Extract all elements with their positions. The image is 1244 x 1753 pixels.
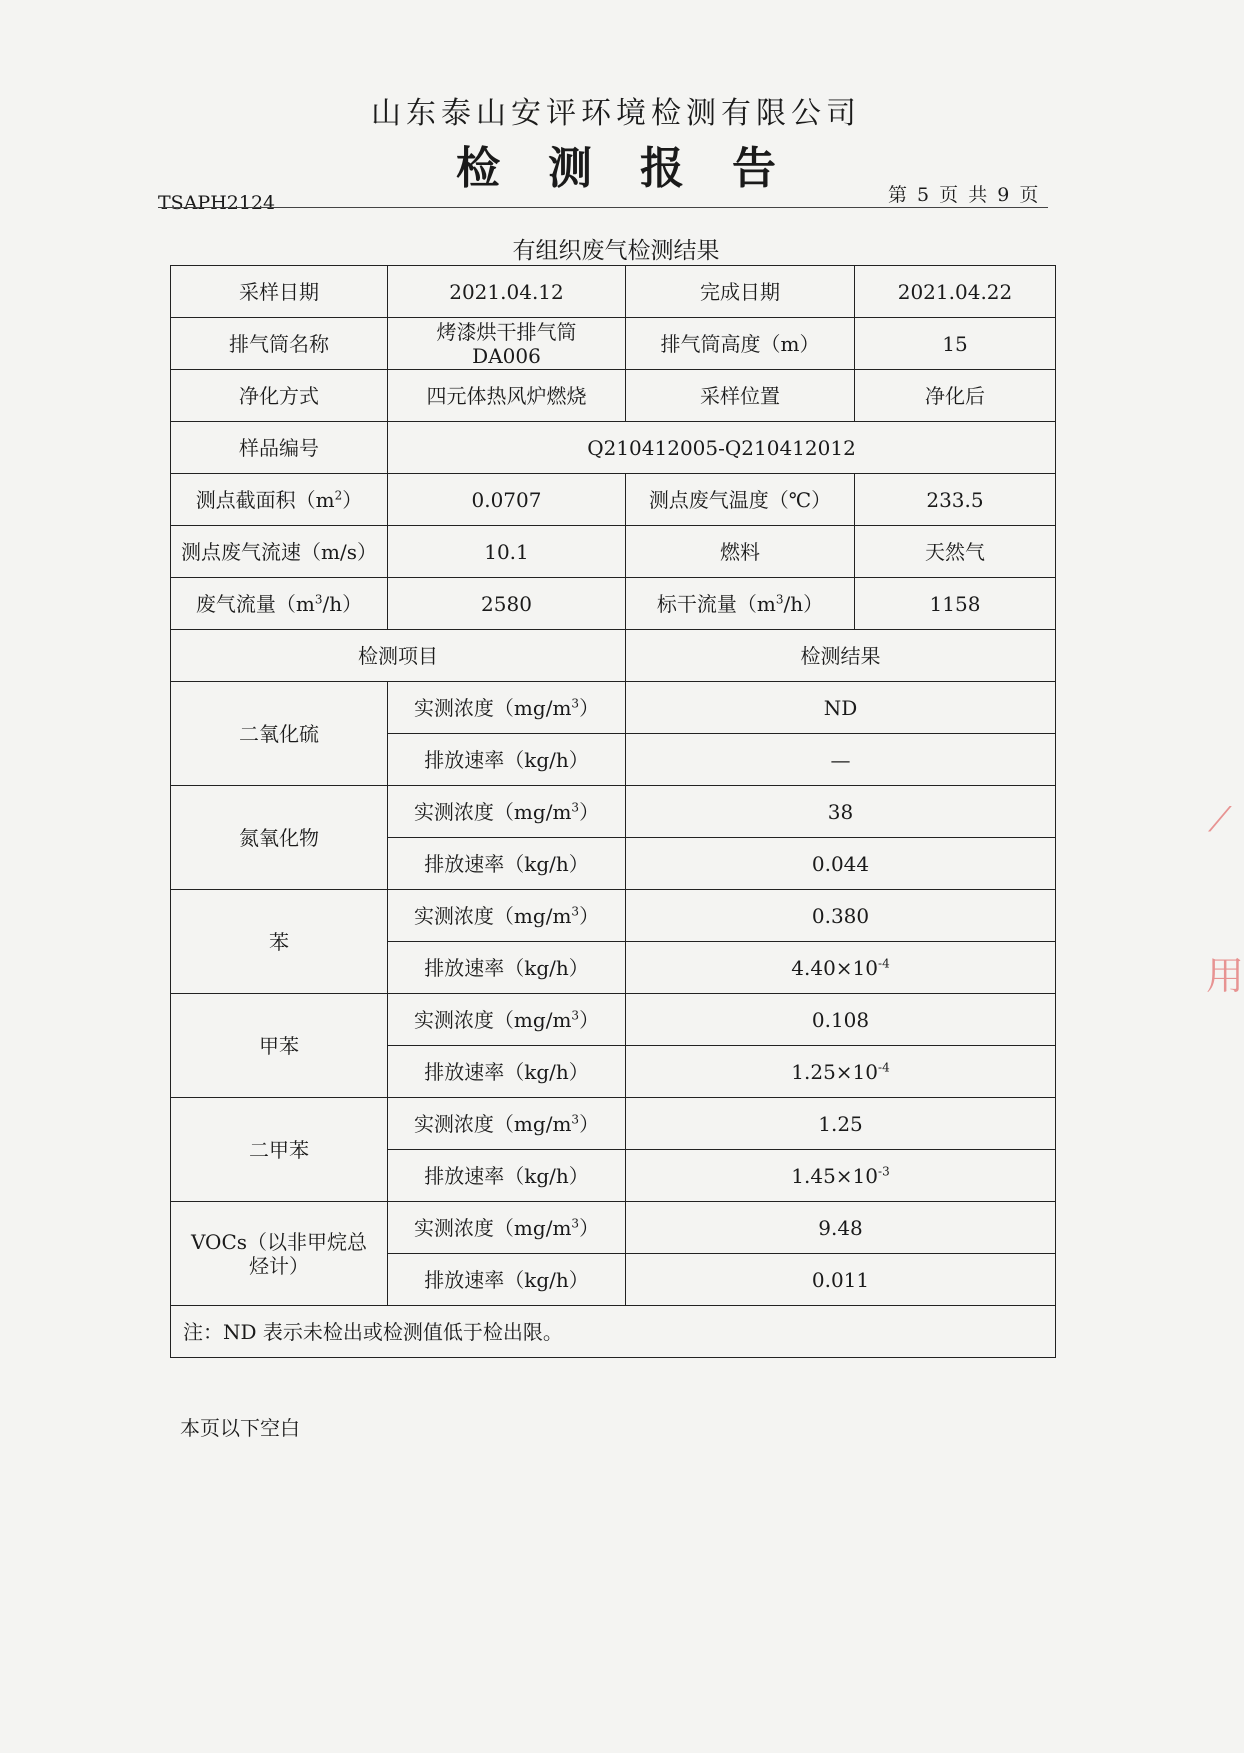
concentration-value: ND bbox=[626, 682, 1056, 734]
purification-method: 四元体热风炉燃烧 bbox=[388, 370, 626, 422]
concentration-label bbox=[388, 682, 626, 734]
concentration-label-text: 实测浓度（mg/m bbox=[413, 799, 572, 824]
concentration-label bbox=[388, 786, 626, 838]
section-title: 有组织废气检测结果 bbox=[512, 238, 720, 264]
table-row bbox=[171, 370, 1056, 422]
concentration-label-text: 实测浓度（mg/m bbox=[413, 903, 572, 928]
document-number: TSAPH2124 bbox=[158, 192, 276, 214]
completion-date: 2021.04.22 bbox=[855, 266, 1056, 318]
emission-rate-mantissa: 0.011 bbox=[811, 1267, 870, 1292]
table-row bbox=[171, 786, 1056, 838]
velocity-value: 10.1 bbox=[388, 526, 626, 578]
item-header: 检测项目 bbox=[171, 630, 626, 682]
concentration-label-text: 实测浓度（mg/m bbox=[413, 1215, 572, 1240]
company-name: 山东泰山安评环境检测有限公司 bbox=[371, 96, 861, 131]
pollutant-name: 苯 bbox=[171, 890, 388, 994]
pollutant-name: 二氧化硫 bbox=[171, 682, 388, 786]
emission-rate-label: 排放速率（kg/h） bbox=[388, 734, 626, 786]
concentration-label bbox=[388, 1202, 626, 1254]
table-note: 注：ND 表示未检出或检测值低于检出限。 bbox=[171, 1306, 1056, 1358]
concentration-label-close: ） bbox=[579, 903, 600, 928]
area-label-close: ） bbox=[342, 487, 363, 512]
table-row bbox=[171, 474, 1056, 526]
emission-rate-exponent: -4 bbox=[878, 955, 890, 970]
temperature-value: 233.5 bbox=[855, 474, 1056, 526]
header-rule bbox=[158, 207, 1048, 208]
concentration-label-text: 实测浓度（mg/m bbox=[413, 1111, 572, 1136]
pollutant-name: 二甲苯 bbox=[171, 1098, 388, 1202]
emission-rate-label: 排放速率（kg/h） bbox=[388, 1150, 626, 1202]
concentration-label bbox=[388, 1098, 626, 1150]
concentration-label-close: ） bbox=[579, 799, 600, 824]
concentration-value: 9.48 bbox=[626, 1202, 1056, 1254]
sampling-date: 2021.04.12 bbox=[388, 266, 626, 318]
table-row bbox=[171, 682, 1056, 734]
completion-date-label: 完成日期 bbox=[626, 266, 855, 318]
emission-rate-exponent: -4 bbox=[878, 1059, 890, 1074]
stack-name-line2: DA006 bbox=[472, 343, 541, 368]
table-row bbox=[171, 1098, 1056, 1150]
table-row bbox=[171, 1202, 1056, 1254]
velocity-label: 测点废气流速（m/s） bbox=[171, 526, 388, 578]
concentration-label-close: ） bbox=[579, 695, 600, 720]
flow-label-text: 废气流量（m bbox=[195, 591, 315, 616]
concentration-value: 0.108 bbox=[626, 994, 1056, 1046]
table-row bbox=[171, 318, 1056, 370]
concentration-label-sup: 3 bbox=[571, 695, 580, 710]
concentration-label-text: 实测浓度（mg/m bbox=[413, 695, 572, 720]
area-label-sup: 2 bbox=[334, 487, 343, 502]
table-row bbox=[171, 994, 1056, 1046]
pollutant-name: 氮氧化物 bbox=[171, 786, 388, 890]
pollutant-name bbox=[171, 1202, 388, 1306]
concentration-label-sup: 3 bbox=[571, 799, 580, 814]
std-flow-label-text: 标干流量（m bbox=[656, 591, 776, 616]
concentration-value: 38 bbox=[626, 786, 1056, 838]
concentration-label-close: ） bbox=[579, 1215, 600, 1240]
concentration-label-text: 实测浓度（mg/m bbox=[413, 1007, 572, 1032]
emission-rate-label: 排放速率（kg/h） bbox=[388, 1254, 626, 1306]
report-title: 检测报告 bbox=[456, 143, 824, 194]
emission-rate-label: 排放速率（kg/h） bbox=[388, 1046, 626, 1098]
temperature-label: 测点废气温度（℃） bbox=[626, 474, 855, 526]
concentration-label-close: ） bbox=[579, 1007, 600, 1032]
area-label-text: 测点截面积（m bbox=[195, 487, 335, 512]
table-row bbox=[171, 630, 1056, 682]
emission-rate-mantissa: 0.044 bbox=[811, 851, 870, 876]
table-row bbox=[171, 526, 1056, 578]
table-row bbox=[171, 578, 1056, 630]
table-row bbox=[171, 890, 1056, 942]
emission-rate-label: 排放速率（kg/h） bbox=[388, 838, 626, 890]
sampling-position: 净化后 bbox=[855, 370, 1056, 422]
stack-name-line1: 烤漆烘干排气筒 bbox=[436, 319, 577, 344]
area-label bbox=[171, 474, 388, 526]
sample-no: Q210412005-Q210412012 bbox=[388, 422, 1056, 474]
concentration-label-sup: 3 bbox=[571, 1007, 580, 1022]
emission-rate-value bbox=[626, 734, 1056, 786]
results-table bbox=[170, 265, 1056, 1358]
fuel-value: 天然气 bbox=[855, 526, 1056, 578]
stack-height: 15 bbox=[855, 318, 1056, 370]
fuel-label: 燃料 bbox=[626, 526, 855, 578]
emission-rate-label: 排放速率（kg/h） bbox=[388, 942, 626, 994]
emission-rate-value bbox=[626, 1254, 1056, 1306]
seal-stamp-fragment: ⟋ bbox=[1208, 800, 1232, 840]
emission-rate-mantissa: 1.25×10 bbox=[791, 1059, 879, 1084]
pollutant-name-line1: VOCs（以非甲烷总 bbox=[190, 1229, 368, 1254]
concentration-label-sup: 3 bbox=[571, 1111, 580, 1126]
flow-label bbox=[171, 578, 388, 630]
emission-rate-mantissa: 4.40×10 bbox=[791, 955, 879, 980]
seal-stamp-fragment: 用 bbox=[1206, 954, 1244, 998]
emission-rate-value bbox=[626, 1046, 1056, 1098]
blank-remark: 本页以下空白 bbox=[180, 1416, 300, 1440]
std-flow-value: 1158 bbox=[855, 578, 1056, 630]
concentration-label bbox=[388, 994, 626, 1046]
result-rows bbox=[171, 682, 1056, 1306]
purification-label: 净化方式 bbox=[171, 370, 388, 422]
table-row bbox=[171, 422, 1056, 474]
area-value: 0.0707 bbox=[388, 474, 626, 526]
table-row bbox=[171, 1306, 1056, 1358]
std-flow-label-sup: 3 bbox=[775, 591, 784, 606]
emission-rate-exponent: -3 bbox=[878, 1163, 890, 1178]
concentration-value: 1.25 bbox=[626, 1098, 1056, 1150]
sampling-position-label: 采样位置 bbox=[626, 370, 855, 422]
stack-height-label: 排气筒高度（m） bbox=[626, 318, 855, 370]
stack-name-label: 排气筒名称 bbox=[171, 318, 388, 370]
pollutant-name-line2: 烃计） bbox=[249, 1253, 309, 1278]
stack-name bbox=[388, 318, 626, 370]
emission-rate-mantissa: — bbox=[830, 747, 851, 772]
concentration-value: 0.380 bbox=[626, 890, 1056, 942]
flow-label-sup: 3 bbox=[314, 591, 323, 606]
sample-no-label: 样品编号 bbox=[171, 422, 388, 474]
page-info: 第 5 页 共 9 页 bbox=[888, 184, 1041, 206]
flow-label-close: /h） bbox=[322, 591, 363, 616]
emission-rate-value bbox=[626, 942, 1056, 994]
result-header: 检测结果 bbox=[626, 630, 1056, 682]
sampling-date-label: 采样日期 bbox=[171, 266, 388, 318]
emission-rate-value bbox=[626, 838, 1056, 890]
concentration-label-sup: 3 bbox=[571, 1215, 580, 1230]
emission-rate-mantissa: 1.45×10 bbox=[791, 1163, 879, 1188]
pollutant-name: 甲苯 bbox=[171, 994, 388, 1098]
concentration-label-sup: 3 bbox=[571, 903, 580, 918]
concentration-label bbox=[388, 890, 626, 942]
table-row bbox=[171, 266, 1056, 318]
concentration-label-close: ） bbox=[579, 1111, 600, 1136]
std-flow-label-close: /h） bbox=[783, 591, 824, 616]
flow-value: 2580 bbox=[388, 578, 626, 630]
emission-rate-value bbox=[626, 1150, 1056, 1202]
std-flow-label bbox=[626, 578, 855, 630]
